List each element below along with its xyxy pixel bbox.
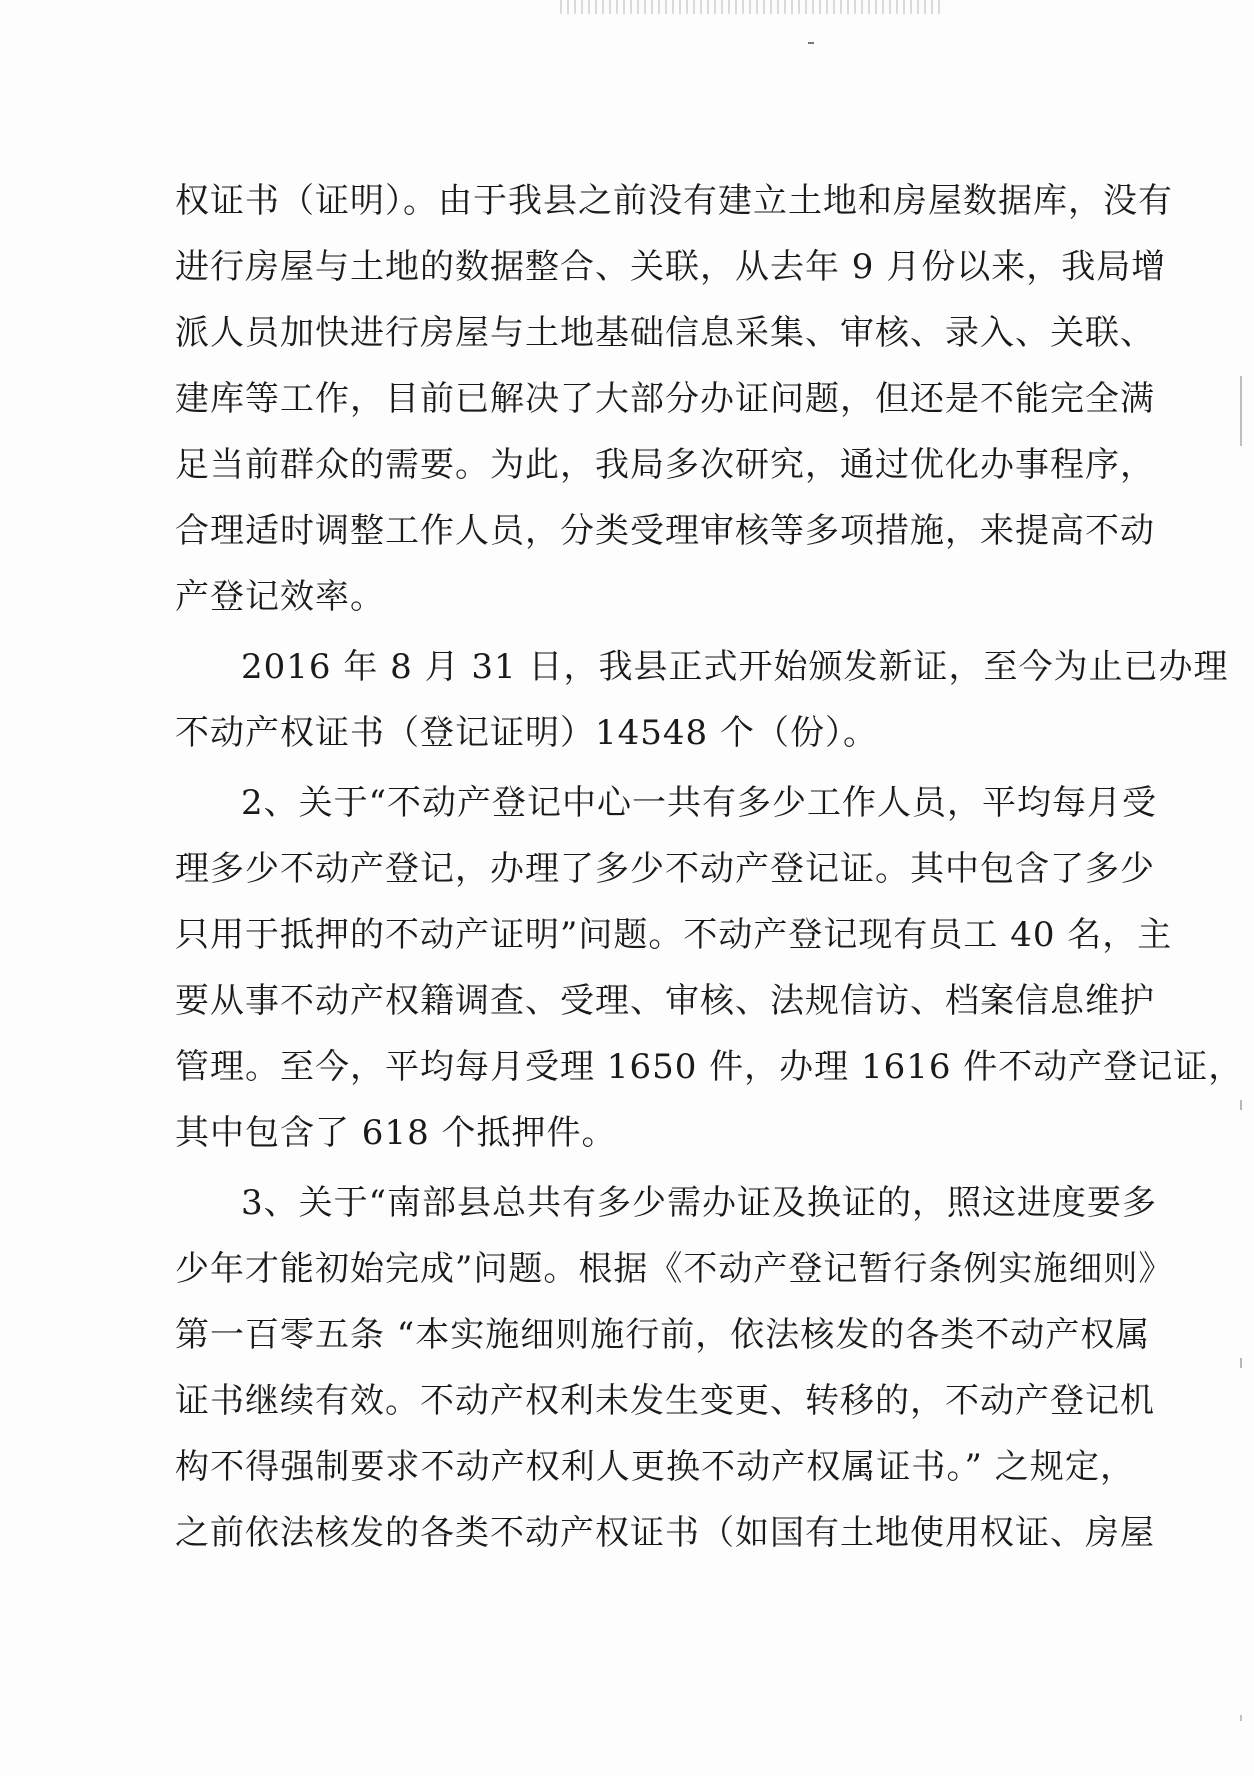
text-line: 构不得强制要求不动产权利人更换不动产权属证书。” 之规定，: [175, 1447, 1135, 1487]
text-line: 产登记效率。: [175, 577, 385, 617]
text-line: 少年才能初始完成”问题。根据《不动产登记暂行条例实施细则》: [175, 1249, 1174, 1289]
scan-artifact-top: [560, 0, 940, 14]
text-line: 进行房屋与土地的数据整合、关联，从去年 9 月份以来，我局增: [175, 247, 1167, 287]
text-line: 建库等工作，目前已解决了大部分办证问题，但还是不能完全满: [175, 379, 1155, 419]
text-line: 不动产权证书（登记证明）14548 个（份）。: [175, 713, 878, 753]
text-line: 2016 年 8 月 31 日，我县正式开始颁发新证，至今为止已办理: [241, 647, 1229, 687]
scan-artifact-mark: [808, 42, 814, 44]
text-line: 证书继续有效。不动产权利未发生变更、转移的，不动产登记机: [175, 1381, 1155, 1421]
text-line: 之前依法核发的各类不动产权证书（如国有土地使用权证、房屋: [175, 1513, 1155, 1553]
scan-artifact-edge: [1240, 1715, 1242, 1721]
text-line: 管理。至今，平均每月受理 1650 件，办理 1616 件不动产登记证，: [175, 1047, 1244, 1087]
document-body: [175, 168, 1244, 1566]
text-line: 足当前群众的需要。为此，我局多次研究，通过优化办事程序，: [175, 445, 1155, 485]
scan-artifact-edge: [1240, 1358, 1242, 1368]
text-line: 派人员加快进行房屋与土地基础信息采集、审核、录入、关联、: [175, 313, 1155, 353]
text-line: 第一百零五条 “本实施细则施行前，依法核发的各类不动产权属: [175, 1315, 1151, 1355]
text-line: 合理适时调整工作人员，分类受理审核等多项措施，来提高不动: [175, 511, 1155, 551]
text-line: 2、关于“不动产登记中心一共有多少工作人员，平均每月受: [241, 783, 1158, 823]
scan-artifact-edge: [1240, 1100, 1242, 1110]
text-line: 3、关于“南部县总共有多少需办证及换证的，照这进度要多: [241, 1183, 1158, 1223]
text-line: 其中包含了 618 个抵押件。: [175, 1113, 617, 1153]
text-line: 权证书（证明）。由于我县之前没有建立土地和房屋数据库，没有: [175, 181, 1173, 221]
text-line: 只用于抵押的不动产证明”问题。不动产登记现有员工 40 名，主: [175, 915, 1173, 955]
scan-artifact-edge: [1240, 376, 1242, 446]
text-line: 理多少不动产登记，办理了多少不动产登记证。其中包含了多少: [175, 849, 1155, 889]
text-line: 要从事不动产权籍调查、受理、审核、法规信访、档案信息维护: [175, 981, 1155, 1021]
